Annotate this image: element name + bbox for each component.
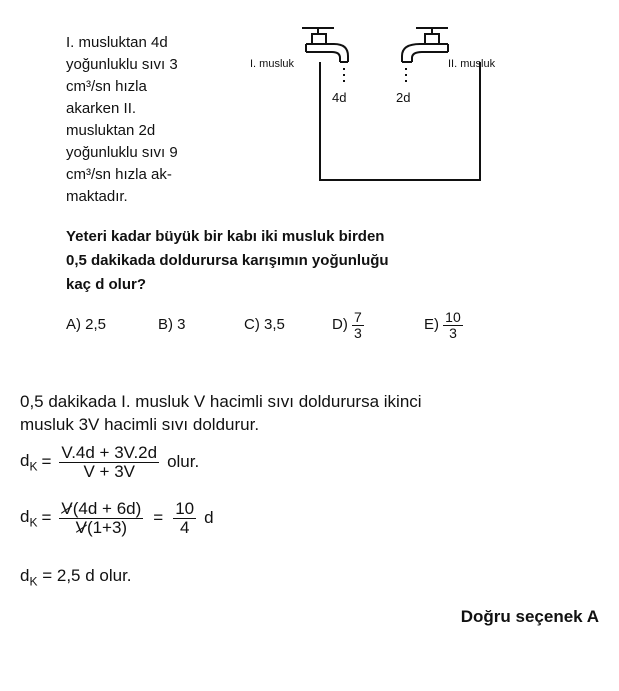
question-line: musluktan 2d (66, 122, 156, 139)
question-line: akarken II. (66, 100, 137, 117)
eq1-numerator: V.4d + 3V.2d (61, 443, 158, 462)
taps-diagram (236, 22, 526, 192)
eq2-result-fraction (173, 500, 196, 537)
option-d-fraction (352, 310, 364, 340)
option-c: C) 3,5 (244, 316, 285, 333)
option-e (424, 310, 463, 340)
eq2-unit: d (204, 508, 214, 528)
eq2-equals: = (41, 508, 52, 528)
right-tap-label: II. musluk (448, 58, 496, 70)
question-bold-line: 0,5 dakikada doldurursa karışımın yoğunluğu (66, 252, 389, 269)
question-line: cm³/sn hızla ak- (66, 166, 172, 183)
left-tap-label: I. musluk (250, 58, 295, 70)
eq2-denominator: V(1+3) (75, 517, 128, 537)
eq1-tail: olur. (167, 452, 200, 472)
question-line: yoğunluklu sıvı 9 (66, 144, 178, 161)
question-line: yoğunluklu sıvı 3 (66, 56, 178, 73)
eq1-fraction (59, 444, 159, 481)
eq2-cancel-mark: V (75, 517, 87, 537)
equation-3: $d_K = 2,5$ d olur. (20, 566, 132, 589)
question-line: I. musluktan 4d (66, 34, 168, 51)
question-bold-line: Yeteri kadar büyük bir kabı iki musluk birden (66, 228, 385, 245)
question-line: cm³/sn hızla (66, 78, 147, 95)
option-d-label: D) (332, 316, 348, 334)
container-outline (320, 62, 480, 180)
option-e-numerator: 10 (445, 309, 461, 325)
option-e-fraction (443, 310, 463, 340)
equation-2 (20, 500, 214, 537)
right-tap-icon (402, 28, 448, 62)
eq2-equals-2: = (153, 508, 164, 528)
eq2-cancel-mark: V (61, 499, 73, 518)
solution-line: 0,5 dakikada I. musluk V hacimli sıvı doldurursa ikinci (20, 392, 422, 411)
option-e-denominator: 3 (449, 324, 457, 341)
option-b: B) 3 (158, 316, 186, 333)
question-line: maktadır. (66, 188, 128, 205)
option-d-numerator: 7 (354, 309, 362, 325)
eq1-denominator: V + 3V (83, 461, 135, 481)
eq2-result-numerator: 10 (175, 499, 195, 518)
taps-figure (236, 22, 526, 192)
equation-1 (20, 444, 199, 481)
option-d (332, 310, 364, 340)
answer-text: Doğru seçenek A (460, 607, 599, 626)
option-d-denominator: 3 (354, 324, 362, 341)
eq2-numerator: V(4d + 6d) (61, 499, 142, 518)
option-e-label: E) (424, 316, 439, 334)
right-density-label: 2d (396, 90, 411, 105)
eq2-fraction (59, 500, 143, 537)
eq1-equals: = (41, 452, 52, 472)
solution-line: musluk 3V hacimli sıvı doldurur. (20, 415, 260, 434)
left-density-label: 4d (332, 90, 347, 105)
question-bold-line: kaç d olur? (66, 276, 147, 293)
eq2-result-denominator: 4 (179, 517, 190, 537)
option-a: A) 2,5 (66, 316, 107, 333)
eq1-lhs: $d_K$ (20, 451, 38, 474)
left-tap-icon (302, 28, 348, 62)
eq2-lhs: $d_K$ (20, 507, 38, 530)
